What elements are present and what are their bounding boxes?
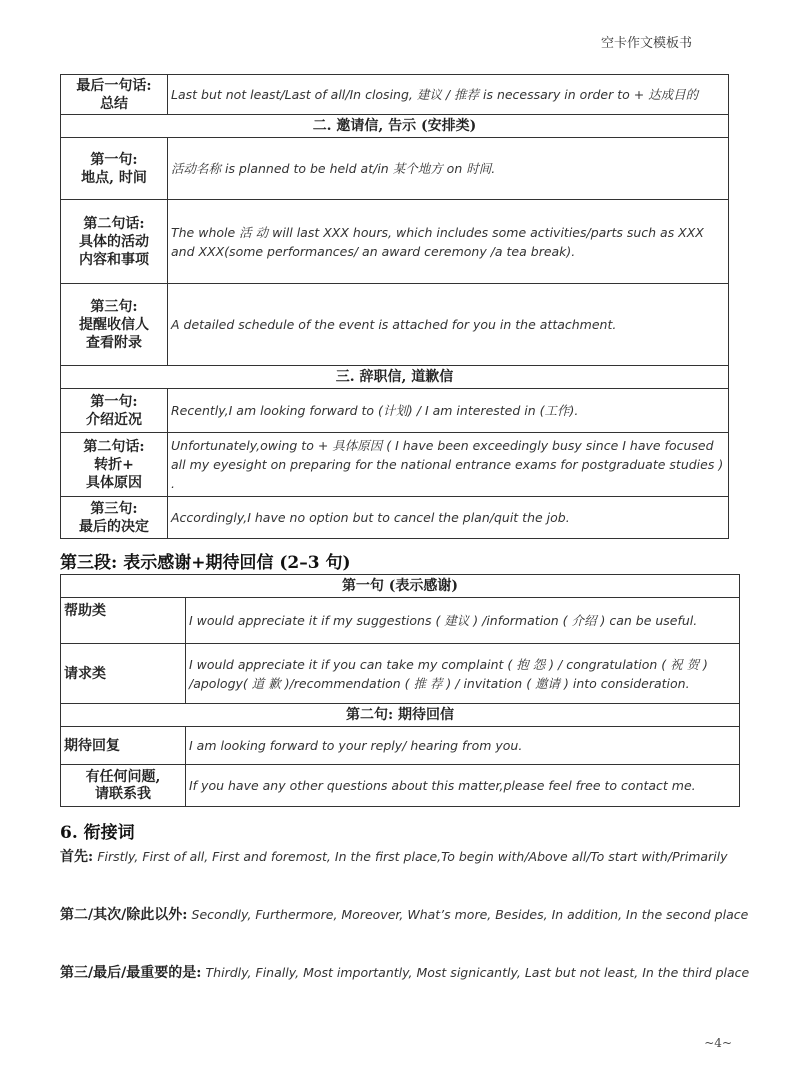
paragraph3-heading: 第三段: 表示感谢+期待回信 (2–3 句) [60, 553, 351, 573]
row-text: Recently,I am looking forward to (计划) / I am interested in (工作). [168, 389, 729, 433]
connective-text: Firstly, First of all, First and foremost, In the first place,To begin with/Above all/To start with/Primarily [97, 849, 728, 864]
connective-key: 第二/其次/除此以外: [60, 907, 188, 923]
row-text: A detailed schedule of the event is attached for you in the attachment. [168, 284, 729, 366]
section-title-invitation: 二. 邀请信, 告示 (安排类) [61, 115, 729, 138]
connective-key: 第三/最后/最重要的是: [60, 965, 202, 981]
row-text: Accordingly,I have no option but to cancel the plan/quit the job. [168, 497, 729, 539]
section-title-thanks: 第一句 (表示感谢) [61, 575, 740, 598]
connective-text: Secondly, Furthermore, Moreover, What’s more, Besides, In addition, In the second place [191, 907, 749, 922]
row-text: Unfortunately,owing to + 具体原因 ( I have been exceedingly busy since I have focused all my eyesight on preparing for the national entrance exams for postgraduate studies ) . [168, 433, 729, 497]
row-label-final: 最后一句话: 总结 [61, 75, 168, 115]
row-label: 有任何问题, 请联系我 [61, 765, 186, 807]
template-table-1 [60, 74, 729, 539]
row-text-final: Last but not least/Last of all/In closing, 建议 / 推荐 is necessary in order to + 达成目的 [168, 75, 729, 115]
page-number: ~4~ [704, 1036, 732, 1050]
section-title-resignation: 三. 辞职信, 道歉信 [61, 366, 729, 389]
row-text: I am looking forward to your reply/ hearing from you. [186, 727, 740, 765]
row-text: If you have any other questions about this matter,please feel free to contact me. [186, 765, 740, 807]
row-label: 帮助类 [61, 598, 186, 644]
row-text: I would appreciate it if you can take my complaint ( 抱 怨 ) / congratulation ( 祝 贺 ) /apology( 道 歉 )/recommendation ( 推 荐 ) / invitation ( 邀请 ) into consideration. [186, 644, 740, 704]
row-label: 第二句话: 具体的活动 内容和事项 [61, 200, 168, 284]
row-label: 第一句: 介绍近况 [61, 389, 168, 433]
row-label: 第三句: 提醒收信人 查看附录 [61, 284, 168, 366]
row-label: 第二句话: 转折+ 具体原因 [61, 433, 168, 497]
row-text: I would appreciate it if my suggestions ( 建议 ) /information ( 介绍 ) can be useful. [186, 598, 740, 644]
row-label: 期待回复 [61, 727, 186, 765]
connective-secondly [60, 900, 750, 930]
connectives-heading: 6. 衔接词 [60, 823, 135, 843]
connective-text: Thirdly, Finally, Most importantly, Most signicantly, Last but not least, In the third place [205, 965, 750, 980]
connective-firstly [60, 842, 750, 872]
connective-key: 首先: [60, 849, 94, 865]
row-label: 第一句: 地点, 时间 [61, 138, 168, 200]
row-label: 第三句: 最后的决定 [61, 497, 168, 539]
row-label: 请求类 [61, 644, 186, 704]
section-title-reply: 第二句: 期待回信 [61, 704, 740, 727]
row-text: The whole 活 动 will last XXX hours, which includes some activities/parts such as XXX and XXX(some performances/ an award ceremony /a tea break). [168, 200, 729, 284]
row-text: 活动名称 is planned to be held at/in 某个地方 on 时间. [168, 138, 729, 200]
connective-thirdly [60, 958, 750, 988]
book-title: 空卡作文模板书 [600, 36, 692, 51]
template-table-2 [60, 574, 740, 807]
